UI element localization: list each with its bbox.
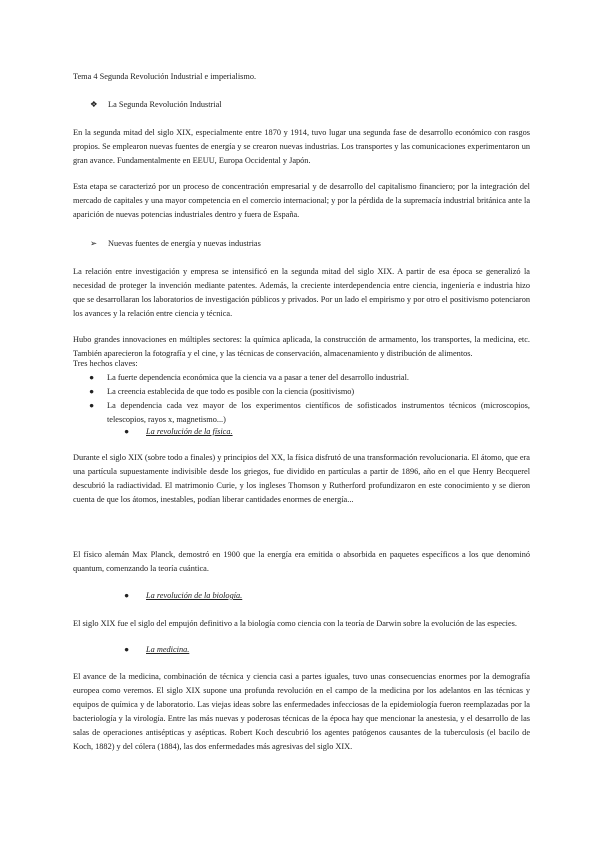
key-facts-intro: Tres hechos claves: <box>73 359 138 368</box>
paragraph-intro: En la segunda mitad del siglo XIX, especialmente entre 1870 y 1914, tuvo lugar una segunda fase de desarrollo económico con rasgos propios. Se emplearon nuevas fuentes de energía y se crearon nuevas industrias. Los transportes y las comunicaciones experimentaron un gran avance. Fundamentalmente en EEUU, Europa Occidental y Japón. <box>73 128 530 165</box>
arrow-bullet-icon: ➢ <box>90 239 97 248</box>
paragraph-biology: El siglo XIX fue el siglo del empujón definitivo a la biología como ciencia con la teoría de Darwin sobre la evolución de las especies. <box>73 619 517 628</box>
paragraph-physics: Durante el siglo XIX (sobre todo a finales) y principios del XX, la física disfrutó de una transformación revolucionaria. El átomo, que era una partícula supuestamente indivisible desde los griegos, fue dividido en partículas a partir de 1896, año en el que Henry Becquerel descubrió la radiactividad. El matrimonio Curie, y los ingleses Thomson y Rutherford profundizaron en este conocimiento y se dieron cuenta de que los átomos, inestables, podían liberar cantidades enormes de energía... <box>73 453 530 504</box>
bullet-dot-icon: ● <box>89 401 95 410</box>
paragraph-innovations: Hubo grandes innovaciones en múltiples sectores: la química aplicada, la construcción de armamento, los transportes, la medicina, etc. También aparecieron la fotografía y el cine, y las técnicas de conservación, almacenamiento y distribución de alimentos. <box>73 335 530 358</box>
list-item: ● La creencia establecida de que todo es posible con la ciencia (positivismo) <box>73 385 530 399</box>
subheading-medicine <box>124 643 189 657</box>
bullet-dot-icon: ● <box>124 427 130 436</box>
diamond-bullet-icon: ❖ <box>90 100 98 109</box>
list-item: ● La fuerte dependencia económica que la ciencia va a pasar a tener del desarrollo industrial. <box>73 371 530 385</box>
subheading-label: La medicina. <box>146 645 190 654</box>
paragraph-stage: Esta etapa se caracterizó por un proceso de concentración empresarial y de desarrollo del capitalismo financiero; por la integración del mercado de capitales y una mayor competencia en el comercio internacional; y por la pérdida de la supremacía industrial británica ante la aparición de nuevas potencias industriales dentro y fuera de España. <box>73 182 530 219</box>
bullet-dot-icon: ● <box>124 591 130 600</box>
subheading-label: La revolución de la biología. <box>146 591 243 600</box>
section-heading-energy <box>90 237 547 251</box>
bullet-dot-icon: ● <box>89 373 95 382</box>
bullet-dot-icon: ● <box>89 387 95 396</box>
paragraph-research: La relación entre investigación y empresa se intensificó en la segunda mitad del siglo XIX. A partir de esa época se generalizó la necesidad de proteger la invención mediante patentes. Además, la creciente interdependencia entre ciencia, ingeniería e industria hizo que se desarrollaran los laboratorios de investigación públicos y privados. Por un lado el empirismo y por otro el positivismo potenciaron los avances y la relación entre ciencia y técnica. <box>73 267 530 318</box>
bullet-dot-icon: ● <box>124 645 130 654</box>
key-facts <box>73 357 530 427</box>
section-heading-label: Nuevas fuentes de energía y nuevas industrias <box>108 239 261 248</box>
section-heading-second-revolution <box>90 98 547 112</box>
subheading-physics <box>124 425 233 439</box>
subheading-biology <box>124 589 242 603</box>
key-facts-list <box>73 371 530 427</box>
document-title: Tema 4 Segunda Revolución Industrial e imperialismo. <box>73 72 257 81</box>
subheading-label: La revolución de la física. <box>146 427 233 436</box>
list-item: ● La dependencia cada vez mayor de los experimentos científicos de sofisticados instrumentos técnicos (microscopios, telescopios, rayos x, magnetismo...) <box>89 401 530 424</box>
paragraph-medicine: El avance de la medicina, combinación de técnica y ciencia casi a partes iguales, tuvo unas consecuencias enormes por la demografía europea como veremos. El siglo XIX supone una profunda revolución en el campo de la medicina por los adelantos en las técnicas y equipos de química y de laboratorio. Las viejas ideas sobre las enfermedades infecciosas de la epidemiología fueron reemplazadas por la bacteriología y la virología. Entre las más nuevas y poderosas técnicas de la época hay que mencionar la anestesia, y el desarrollo de las salas de operaciones antisépticas y asépticas. Robert Koch descubrió los agentes patógenos causantes de la tuberculosis (el bacilo de Koch, 1882) y del cólera (1884), las dos enfermedades más agresivas del siglo XIX. <box>73 672 530 751</box>
paragraph-planck: El físico alemán Max Planck, demostró en 1900 que la energía era emitida o absorbida en paquetes específicos a los que denominó quantum, comenzando la teoría cuántica. <box>73 550 530 573</box>
section-heading-label: La Segunda Revolución Industrial <box>108 100 222 109</box>
